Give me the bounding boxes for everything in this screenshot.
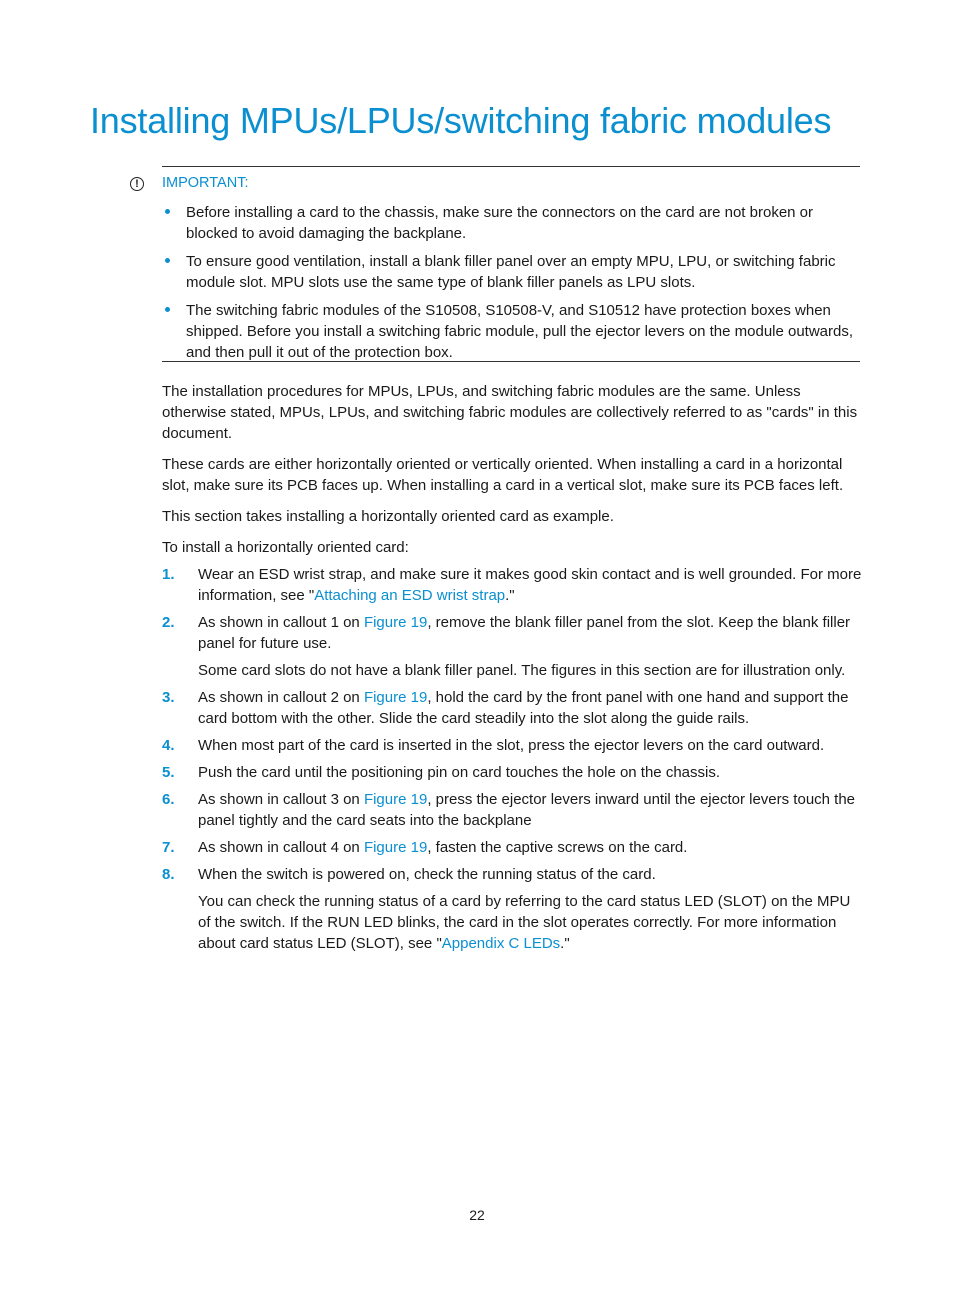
step-note: Some card slots do not have a blank filler panel. The figures in this section are for illustration only. <box>198 662 846 679</box>
paragraph: These cards are either horizontally oriented or vertically oriented. When installing a card in a horizontal slot, make sure its PCB faces up. When installing a card in a vertical slot, make sure its PCB faces left. <box>162 456 844 494</box>
procedure-intro: To install a horizontally oriented card: <box>162 539 409 556</box>
step-3: 3. As shown in callout 2 on Figure 19, hold the card by the front panel with one hand and support the card bottom with the other. Slide the card steadily into the slot along the guide rails. <box>162 689 849 727</box>
list-item: Before installing a card to the chassis, make sure the connectors on the card are not broken or blocked to avoid damaging the backplane. <box>162 202 862 244</box>
step-number: 1. <box>162 566 175 583</box>
list-item: To ensure good ventilation, install a blank filler panel over an empty MPU, LPU, or switching fabric module slot. MPU slots use the same type of blank filler panels as LPU slots. <box>162 251 862 293</box>
page-title: Installing MPUs/LPUs/switching fabric modules <box>90 100 832 141</box>
step-number: 2. <box>162 614 175 631</box>
page-number: 22 <box>469 1207 485 1223</box>
step-number: 7. <box>162 839 175 856</box>
list-item: The switching fabric modules of the S10508, S10508-V, and S10512 have protection boxes when shipped. Before you install a switching fabric module, pull the ejector levers on the module outwards, and then pull it out of the protection box. <box>162 300 862 363</box>
important-label: IMPORTANT: <box>162 175 249 191</box>
link-figure-19[interactable]: Figure 19 <box>363 839 428 856</box>
step-number: 4. <box>162 737 175 754</box>
step-7: 7. As shown in callout 4 on Figure 19, fasten the captive screws on the card. <box>162 839 688 856</box>
procedure-steps <box>162 564 866 954</box>
link-attaching-esd-wrist-strap[interactable]: Attaching an ESD wrist strap <box>314 587 506 604</box>
important-top-rule <box>162 166 860 167</box>
step-number: 6. <box>162 791 175 808</box>
step-1: 1. Wear an ESD wrist strap, and make sure it makes good skin contact and is well grounded. For more information, see "Attaching an ESD wrist strap." <box>162 566 862 604</box>
step-number: 8. <box>162 866 175 883</box>
step-4: 4. When most part of the card is inserted in the slot, press the ejector levers on the card outward. <box>162 737 825 754</box>
link-figure-19[interactable]: Figure 19 <box>363 614 428 631</box>
step-note: You can check the running status of a card by referring to the card status LED (SLOT) on the MPU of the switch. If the RUN LED blinks, the card in the slot operates correctly. For more information about card status LED (SLOT), see "Appendix C LEDs." <box>198 893 851 952</box>
important-bottom-rule <box>162 361 860 362</box>
exclamation-circle-icon: ! <box>130 177 144 191</box>
step-5: 5. Push the card until the positioning pin on card touches the hole on the chassis. <box>162 764 721 781</box>
bullet-icon <box>165 307 170 312</box>
step-2: 2. As shown in callout 1 on Figure 19, remove the blank filler panel from the slot. Keep the blank filler panel for future use. Some card slots do not have a blank filler panel. The figures in this section are for illustration only. <box>162 612 866 681</box>
important-list <box>162 202 862 370</box>
step-6: 6. As shown in callout 3 on Figure 19, press the ejector levers inward until the ejector levers touch the panel tightly and the card seats into the backplane <box>162 791 856 829</box>
paragraph: The installation procedures for MPUs, LPUs, and switching fabric modules are the same. Unless otherwise stated, MPUs, LPUs, and switching fabric modules are collectively referred to as "cards" in this document. <box>162 383 858 442</box>
step-number: 5. <box>162 764 175 781</box>
link-figure-19[interactable]: Figure 19 <box>363 791 428 808</box>
link-appendix-c-leds[interactable]: Appendix C LEDs <box>441 935 561 952</box>
paragraph: This section takes installing a horizontally oriented card as example. <box>162 508 614 525</box>
important-notice <box>130 174 860 194</box>
bullet-icon <box>165 258 170 263</box>
step-number: 3. <box>162 689 175 706</box>
step-8: 8. When the switch is powered on, check the running status of the card. You can check the running status of a card by referring to the card status LED (SLOT) on the MPU of the switch. If the RUN LED blinks, the card in the slot operates correctly. For more information about card status LED (SLOT), see "Appendix C LEDs." <box>162 864 866 954</box>
bullet-icon <box>165 209 170 214</box>
link-figure-19[interactable]: Figure 19 <box>363 689 428 706</box>
main-content <box>162 381 866 960</box>
